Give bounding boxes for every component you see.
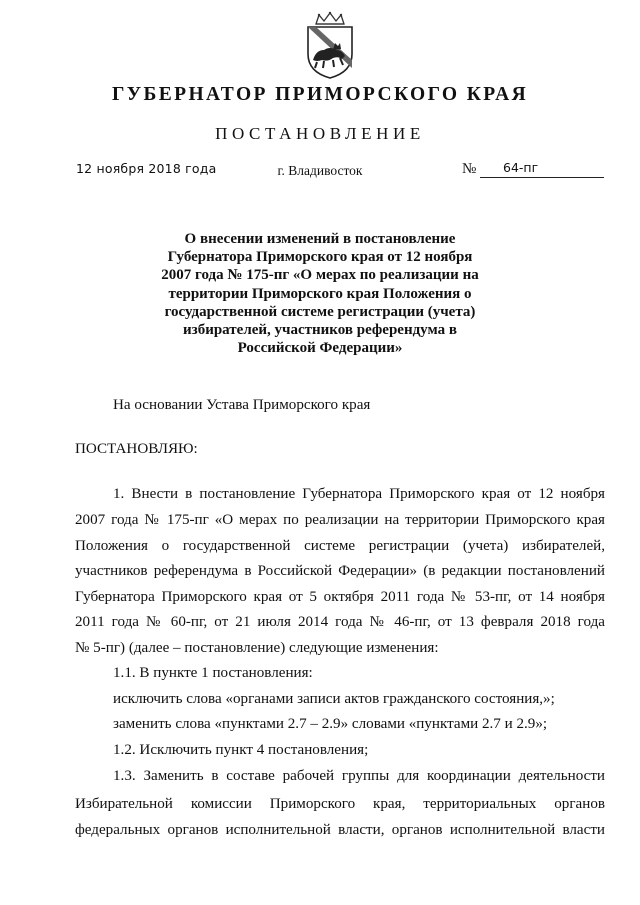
basis-text: На основании Устава Приморского края [113, 397, 371, 413]
title-line: территории Приморского края Положения о [168, 285, 472, 302]
body-line: 1.2. Исключить пункт 4 постановления; [113, 742, 369, 758]
body-line: Губернатора Приморского края от 5 октября 2011 года № 53-пг, от 14 ноября [75, 589, 605, 605]
body-line: участников референдума в Российской Федерации» (в редакции постановлений [75, 563, 605, 579]
body-line: исключить слова «органами записи актов гражданского состояния,»; [113, 691, 555, 707]
title-line: государственной системе регистрации (учета) [164, 303, 476, 320]
document-title [150, 230, 490, 357]
body-line: 1. Внести в постановление Губернатора Приморского края от 12 ноября [113, 486, 605, 502]
number-sign: № [462, 161, 477, 177]
number-underline [480, 177, 604, 178]
document-date: 12 ноября 2018 года [76, 161, 217, 176]
document-number: 64-пг [503, 160, 539, 175]
body-line: 2007 года № 175-пг «О мерах по реализации на территории Приморского края [75, 512, 605, 528]
document-type: ПОСТАНОВЛЕНИЕ [215, 124, 425, 143]
body-line: Избирательной комиссии Приморского края, территориальных органов [75, 796, 605, 812]
title-line: Российской Федерации» [237, 340, 403, 357]
title-line: избирателей, участников референдума в [183, 322, 457, 339]
body-line: заменить слова «пунктами 2.7 – 2.9» словами «пунктами 2.7 и 2.9»; [113, 716, 548, 732]
body-line: 1.3. Заменить в составе рабочей группы для координации деятельности [113, 768, 605, 784]
body-line: № 5-пг) (далее – постановление) следующие изменения: [75, 640, 439, 656]
body-line: 2011 года № 60-пг, от 21 июля 2014 года № 46-пг, от 13 февраля 2018 года [75, 614, 605, 630]
governor-title: ГУБЕРНАТОР ПРИМОРСКОГО КРАЯ [111, 84, 529, 105]
document-city: г. Владивосток [277, 163, 363, 178]
body-line: федеральных органов исполнительной власти, органов исполнительной власти [75, 822, 605, 838]
title-line: О внесении изменений в постановление [184, 231, 456, 247]
title-line: 2007 года № 175-пг «О мерах по реализации на [161, 267, 479, 284]
body-line: Положения о государственной системе регистрации (учета) избирателей, [75, 538, 605, 554]
title-line: Губернатора Приморского края от 12 ноября [167, 249, 473, 266]
decree-word: ПОСТАНОВЛЯЮ: [75, 441, 198, 457]
coat-of-arms-icon [300, 10, 360, 80]
body-line: 1.1. В пункте 1 постановления: [113, 665, 313, 681]
